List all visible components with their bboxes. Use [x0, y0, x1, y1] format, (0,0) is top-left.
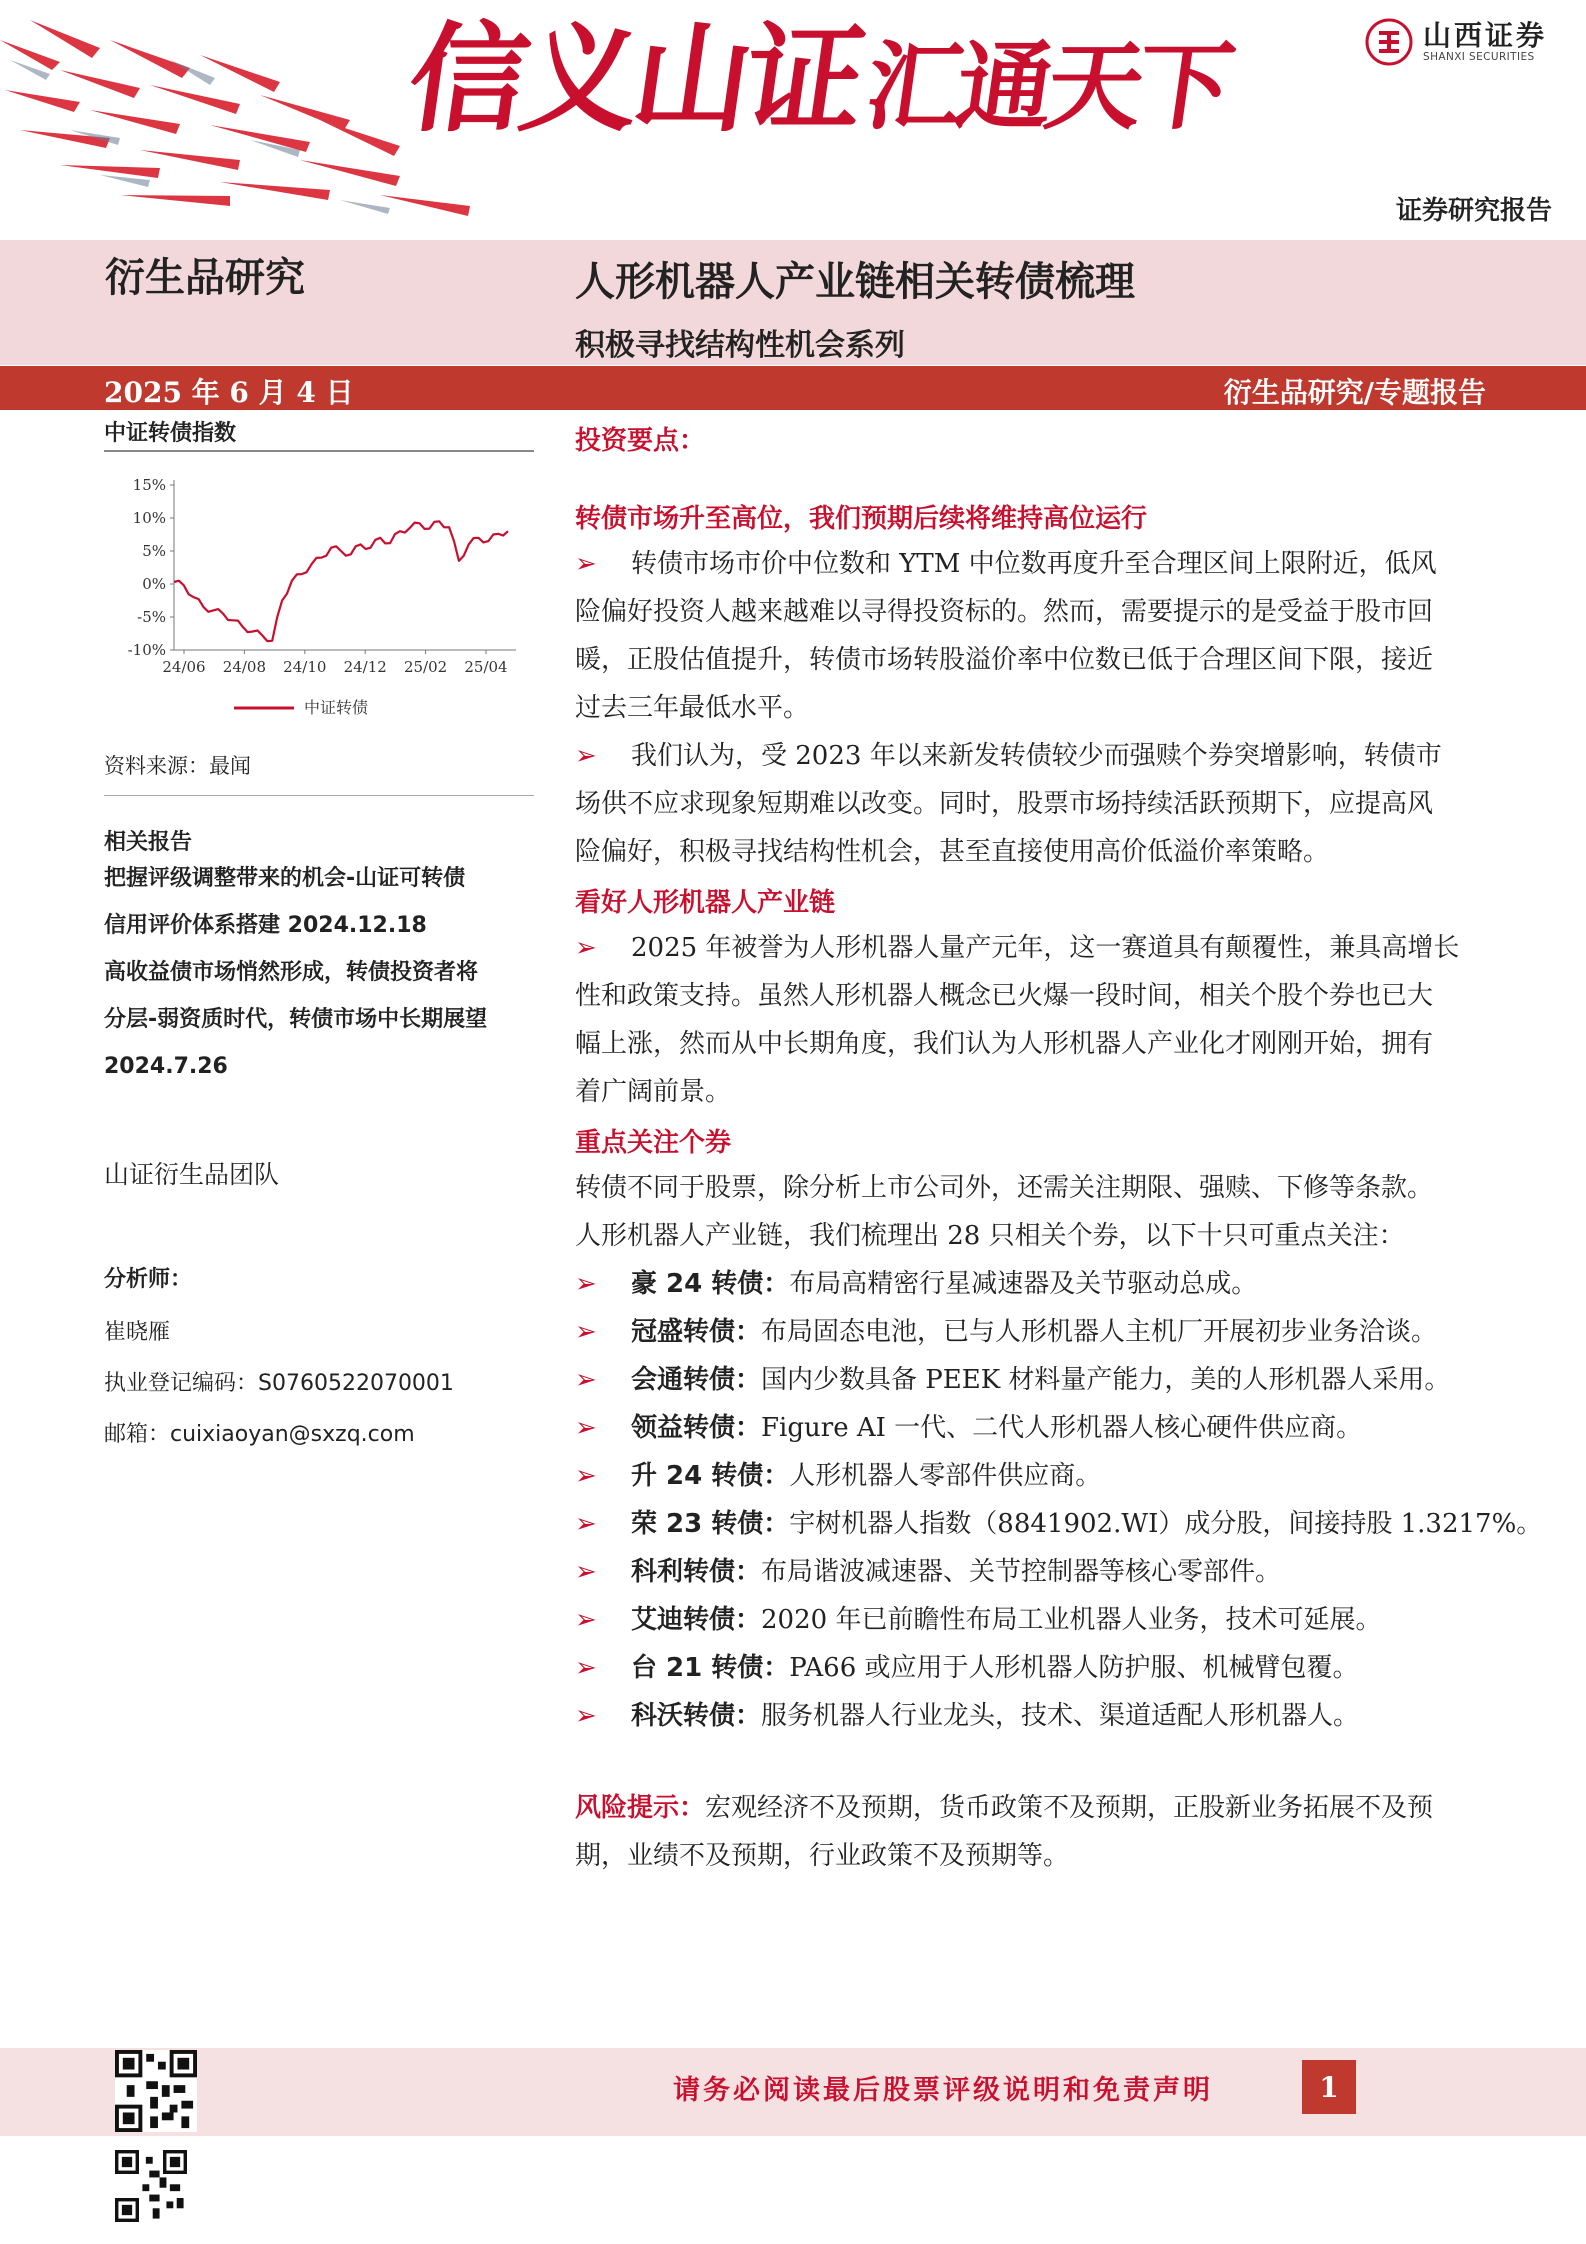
related-report-line[interactable]: 信用评价体系搭建 2024.12.18 [104, 913, 427, 938]
analyst-name: 崔晓雁 [104, 1320, 171, 1345]
x-tick-label: 24/10 [283, 658, 327, 676]
bond-description: 布局高精密行星减速器及关节驱动总成。 [789, 1269, 1258, 1299]
report-title: 人形机器人产业链相关转债梳理 [575, 259, 1135, 305]
bullet-arrow-icon: ➢ [575, 1461, 597, 1491]
y-tick-label: 15% [132, 476, 166, 494]
bond-item [575, 1308, 1505, 1356]
brand-slogan-main: 信义山证 [400, 10, 868, 148]
bond-name: 升 24 转债： [631, 1461, 790, 1491]
bond-name: 科利转债： [631, 1557, 762, 1587]
section-heading-robotics: 看好人形机器人产业链 [575, 888, 836, 918]
y-tick-label: 10% [132, 509, 166, 527]
bond-description: 布局谐波减速器、关节控制器等核心零部件。 [761, 1557, 1282, 1587]
divider [104, 450, 534, 452]
bond-item [575, 1260, 1505, 1308]
paragraph-robotics: ➢ 2025 年被誉为人形机器人量产元年，这一赛道具有颠覆性，兼具高增长 性和政策支持。虽然人形机器人概念已火爆一段时间，相关个股个券也已大 幅上涨，然而从中长期角度，我们认为人形机器人产业化才刚刚开始，拥有 着广阔前景。 [575, 924, 1495, 1116]
bond-item [575, 1356, 1505, 1404]
bond-name: 会通转债： [631, 1365, 762, 1395]
bond-item [575, 1548, 1505, 1596]
bullet-arrow-icon: ➢ [575, 549, 597, 579]
section-heading-bonds: 重点关注个券 [575, 1128, 732, 1158]
bond-description: 2020 年已前瞻性布局工业机器人业务，技术可延展。 [761, 1605, 1382, 1635]
bullet-arrow-icon: ➢ [575, 1413, 597, 1443]
bond-description: 宇树机器人指数（8841902.WI）成分股，间接持股 1.3217%。 [789, 1509, 1543, 1539]
legend-label: 中证转债 [304, 698, 369, 717]
bond-name: 台 21 转债： [631, 1653, 790, 1683]
logo-name-en: SHANXI SECURITIES [1423, 51, 1535, 64]
qr-code-icon[interactable] [115, 2050, 197, 2132]
paragraph-market-valuation: ➢ 转债市场市价中位数和 YTM 中位数再度升至合理区间上限附近，低风 险偏好投资人越来越难以寻得投资标的。然而，需要提示的是受益于股市回 暖，正股估值提升，转债市场转股溢价率中位数已低于合理区间下限，接近 过去三年最低水平。 [575, 540, 1495, 732]
report-date: 2025 年 6 月 4 日 [104, 376, 354, 409]
bullet-arrow-icon: ➢ [575, 933, 597, 963]
related-report-line[interactable]: 分层-弱资质时代，转债市场中长期展望 [104, 1007, 488, 1032]
brand-slogan-sub: 汇通天下 [859, 31, 1235, 143]
bullet-arrow-icon: ➢ [575, 741, 597, 771]
shanxi-securities-logo-icon [1365, 18, 1413, 66]
bullet-arrow-icon: ➢ [575, 1701, 597, 1731]
report-kind: 证券研究报告 [1395, 196, 1552, 226]
bond-item [575, 1644, 1505, 1692]
analyst-heading: 分析师： [104, 1267, 193, 1292]
chart-source: 资料来源：最闻 [104, 754, 251, 778]
report-category: 衍生品研究/专题报告 [1223, 376, 1486, 409]
related-report-line[interactable]: 把握评级调整带来的机会-山证可转债 [104, 866, 466, 891]
bullet-arrow-icon: ➢ [575, 1605, 597, 1635]
bond-description: 布局固态电池，已与人形机器人主机厂开展初步业务洽谈。 [761, 1317, 1438, 1347]
bond-name: 科沃转债： [631, 1701, 762, 1731]
analyst-license: 执业登记编码：S0760522070001 [104, 1371, 454, 1396]
logo-name-cn: 山西证券 [1423, 18, 1548, 52]
risk-warning: 风险提示：宏观经济不及预期，货币政策不及预期，正股新业务拓展不及预 期，业绩不及预期，行业政策不及预期等。 [575, 1793, 1434, 1871]
y-tick-label: -10% [127, 641, 166, 659]
chart-title: 中证转债指数 [104, 421, 237, 446]
bond-item [575, 1692, 1505, 1740]
bullet-arrow-icon: ➢ [575, 1653, 597, 1683]
related-report-line[interactable]: 高收益债市场悄然形成，转债投资者将 [104, 960, 479, 985]
x-tick-label: 24/08 [222, 658, 267, 676]
bond-description: 服务机器人行业龙头，技术、渠道适配人形机器人。 [761, 1701, 1360, 1731]
bond-name: 荣 23 转债： [631, 1509, 790, 1539]
key-points-heading: 投资要点： [575, 426, 706, 456]
bond-description: 人形机器人零部件供应商。 [789, 1461, 1102, 1491]
bond-item [575, 1596, 1505, 1644]
y-tick-label: 5% [142, 542, 166, 560]
bond-name: 冠盛转债： [631, 1317, 762, 1347]
analyst-email[interactable]: 邮箱：cuixiaoyan@sxzq.com [104, 1422, 415, 1447]
bond-description: 国内少数具备 PEEK 材料量产能力，美的人形机器人采用。 [761, 1365, 1451, 1395]
bond-item [575, 1452, 1505, 1500]
paragraph-bonds-intro: 转债不同于股票，除分析上市公司外，还需关注期限、强赎、下修等条款。 人形机器人产业链，我们梳理出 28 只相关个券，以下十只可重点关注： [575, 1173, 1434, 1251]
bond-item [575, 1404, 1505, 1452]
x-tick-label: 25/04 [464, 658, 508, 676]
bond-item [575, 1500, 1543, 1548]
disclaimer-notice[interactable]: 请务必阅读最后股票评级说明和免责声明 [673, 2075, 1213, 2106]
y-tick-label: 0% [142, 575, 166, 593]
section-heading-market: 转债市场升至高位，我们预期后续将维持高位运行 [575, 504, 1148, 534]
x-tick-label: 25/02 [403, 658, 448, 676]
bullet-arrow-icon: ➢ [575, 1317, 597, 1347]
bond-description: PA66 或应用于人形机器人防护服、机械臂包覆。 [789, 1653, 1359, 1683]
related-reports-heading: 相关报告 [104, 830, 193, 855]
x-tick-label: 24/12 [343, 658, 387, 676]
related-report-line[interactable]: 2024.7.26 [104, 1054, 228, 1079]
paragraph-market-view: ➢ 我们认为，受 2023 年以来新发转债较少而强赎个券突增影响，转债市 场供不应求现象短期难以改变。同时，股票市场持续活跃预期下，应提高风 险偏好，积极寻找结构性机会，甚至直接使用高价低溢价率策略。 [575, 732, 1495, 876]
report-subtitle: 积极寻找结构性机会系列 [575, 328, 905, 363]
section-label: 衍生品研究 [105, 255, 305, 301]
divider [104, 795, 534, 796]
bullet-arrow-icon: ➢ [575, 1365, 597, 1395]
qr-code-icon[interactable] [115, 2150, 187, 2222]
x-tick-label: 24/06 [162, 658, 206, 676]
bond-name: 领益转债： [631, 1413, 762, 1443]
convertible-index-chart [104, 460, 534, 735]
y-tick-label: -5% [137, 608, 166, 626]
page-number: 1 [1302, 2060, 1356, 2114]
bullet-arrow-icon: ➢ [575, 1557, 597, 1587]
bullet-arrow-icon: ➢ [575, 1509, 597, 1539]
series-line-zhongzheng [174, 521, 508, 641]
bond-name: 豪 24 转债： [631, 1269, 790, 1299]
risk-label: 风险提示： [575, 1793, 706, 1823]
team-name: 山证衍生品团队 [104, 1160, 280, 1189]
bond-description: Figure AI 一代、二代人形机器人核心硬件供应商。 [761, 1413, 1363, 1443]
bullet-arrow-icon: ➢ [575, 1269, 597, 1299]
bond-name: 艾迪转债： [631, 1605, 762, 1635]
brand-slogan [400, 10, 1237, 148]
company-logo [1365, 18, 1547, 66]
